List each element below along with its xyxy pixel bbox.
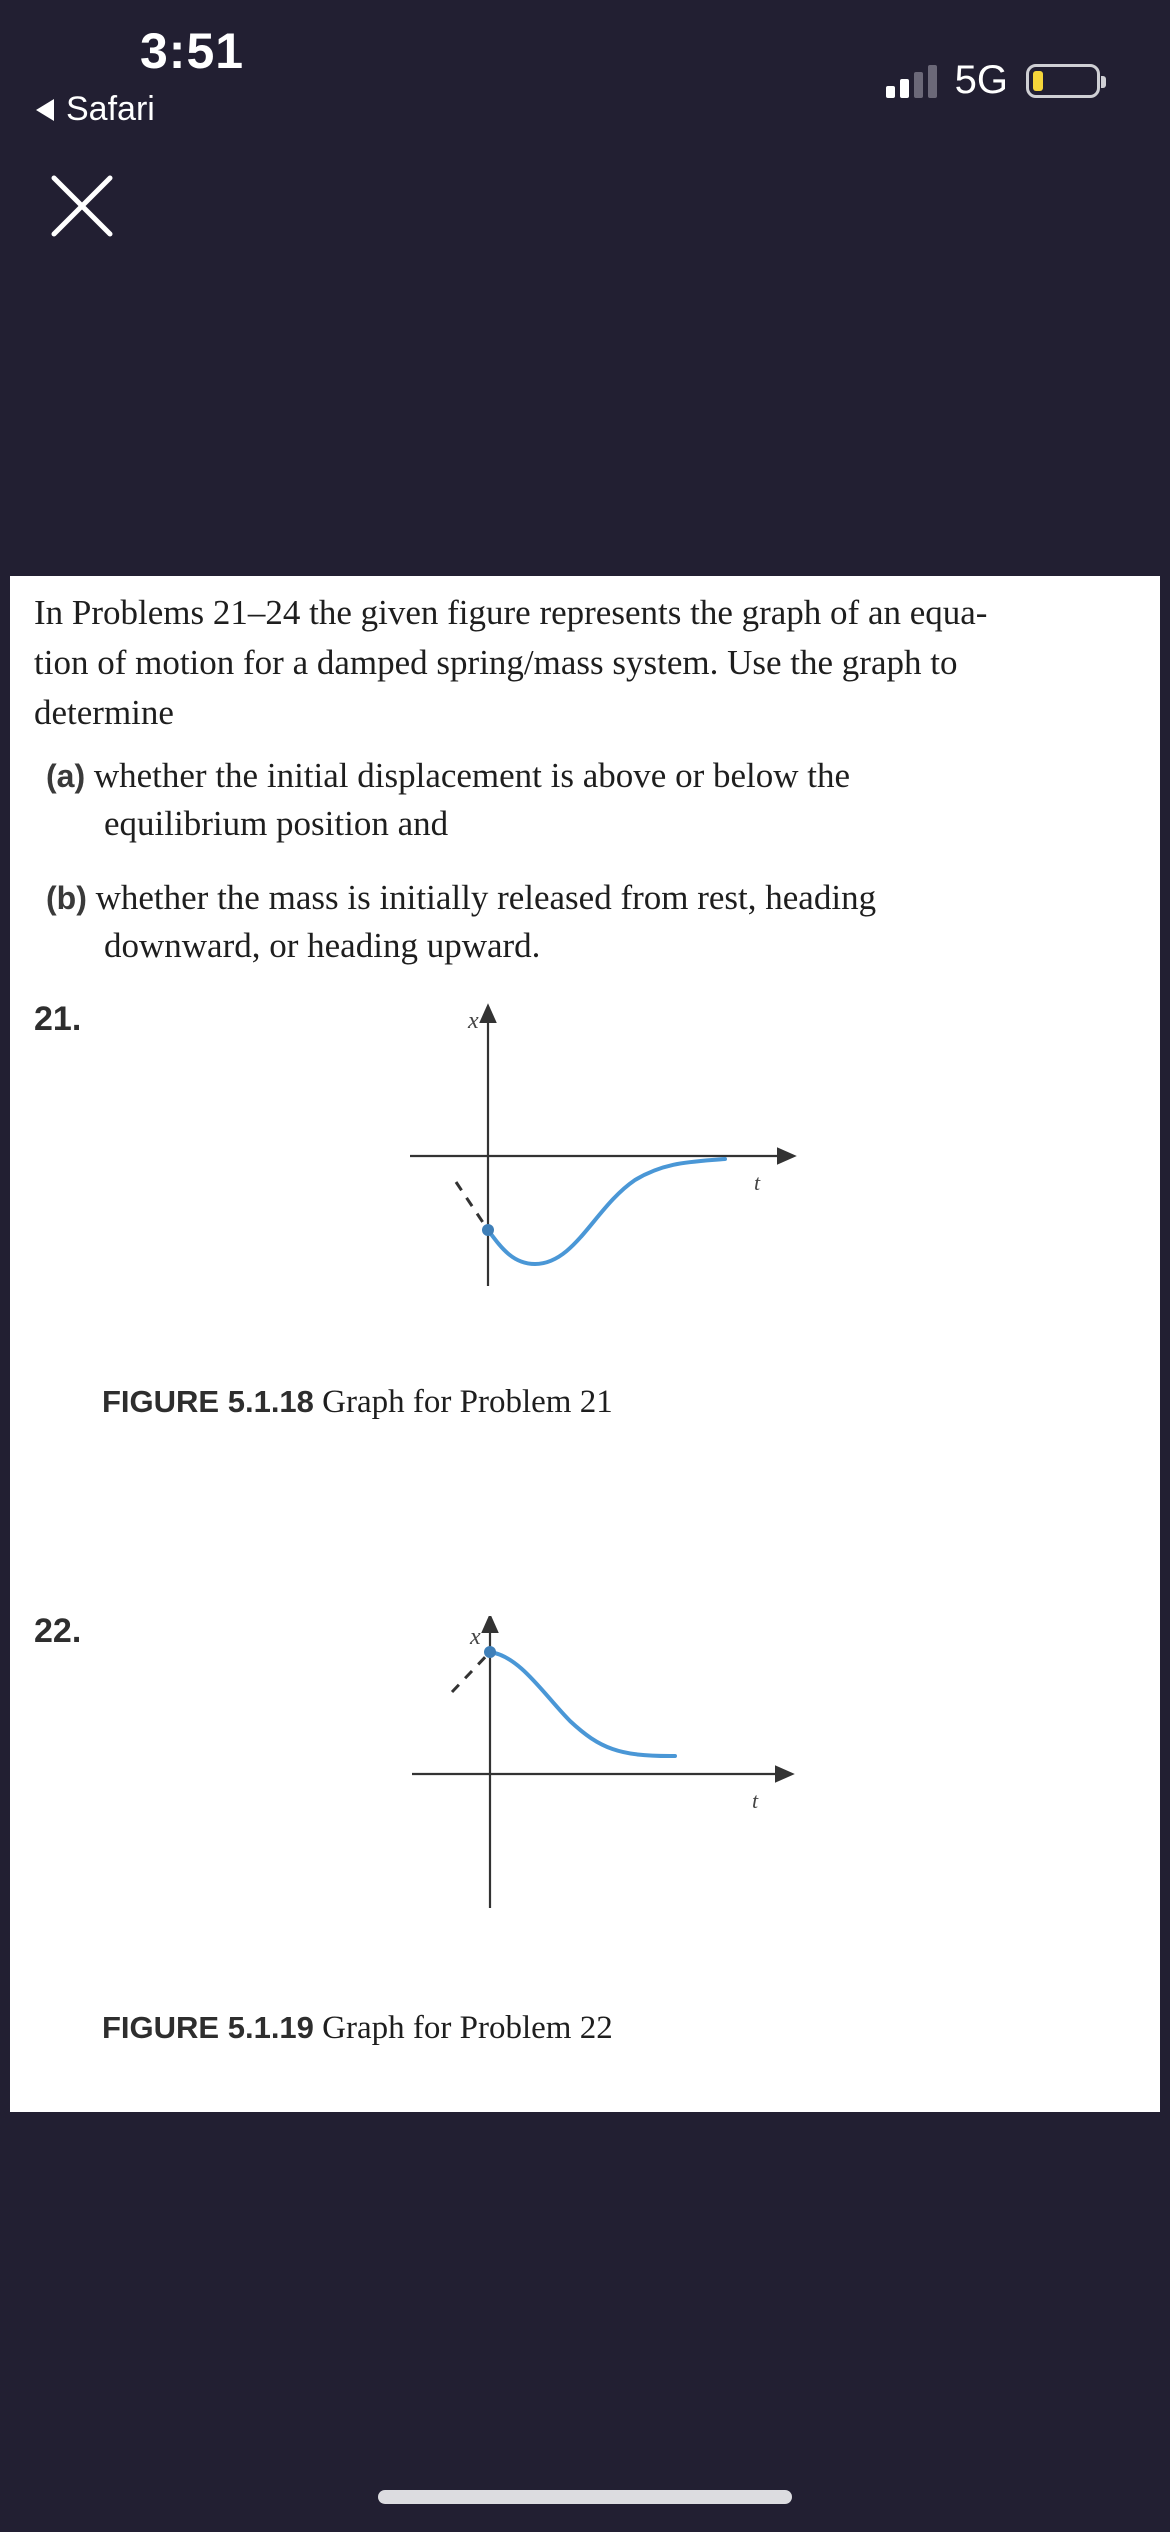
figure-21-graph [390, 1002, 810, 1292]
initial-point [484, 1646, 496, 1658]
part-b [46, 874, 1126, 970]
intro-line: tion of motion for a damped spring/mass system. Use the graph to [34, 643, 958, 682]
back-to-app-button[interactable] [36, 90, 155, 129]
figure-22-caption [102, 2010, 613, 2047]
motion-curve [488, 1159, 725, 1264]
close-x-icon [48, 172, 116, 240]
figure-21-caption-text: Graph for Problem 21 [322, 1384, 613, 1420]
back-arrow-icon [36, 99, 54, 121]
part-b-label: (b) [46, 880, 87, 916]
x-axis-label: t [752, 1788, 759, 1813]
figure-21-label: FIGURE 5.1.18 [102, 1384, 314, 1419]
x-axis-label: t [754, 1170, 761, 1195]
intro-paragraph [34, 588, 1144, 738]
figure-22-label: FIGURE 5.1.19 [102, 2010, 314, 2045]
part-a [46, 752, 1126, 848]
problem-22-number: 22. [34, 1612, 82, 1650]
problem-21-number: 21. [34, 1000, 82, 1038]
figure-22-caption-text: Graph for Problem 22 [322, 2010, 613, 2046]
initial-point [482, 1224, 494, 1236]
battery-icon [1026, 64, 1100, 98]
document-image [10, 576, 1160, 2112]
part-a-line: whether the initial displacement is above or below the [93, 756, 851, 795]
prior-motion-dashed [452, 1652, 490, 1692]
network-type: 5G [954, 58, 1008, 102]
figure-22-graph [390, 1616, 810, 1916]
home-indicator[interactable] [378, 2490, 792, 2504]
motion-curve [490, 1652, 675, 1756]
close-button[interactable] [48, 172, 116, 240]
prior-motion-dashed [456, 1182, 488, 1230]
y-axis-label: x [470, 1624, 481, 1650]
y-axis-label: x [468, 1008, 479, 1034]
back-app-label: Safari [66, 90, 155, 128]
figure-21-caption [102, 1384, 613, 1421]
part-a-line: equilibrium position and [104, 804, 449, 843]
part-a-label: (a) [46, 758, 86, 794]
cellular-signal-icon [886, 64, 937, 98]
intro-line: determine [34, 693, 174, 732]
intro-line: In Problems 21–24 the given figure represents the graph of an equa- [34, 593, 988, 632]
part-b-line: whether the mass is initially released from rest, heading [95, 878, 877, 917]
status-indicators [886, 58, 1100, 103]
status-time: 3:51 [140, 23, 245, 79]
part-b-line: downward, or heading upward. [104, 926, 541, 965]
